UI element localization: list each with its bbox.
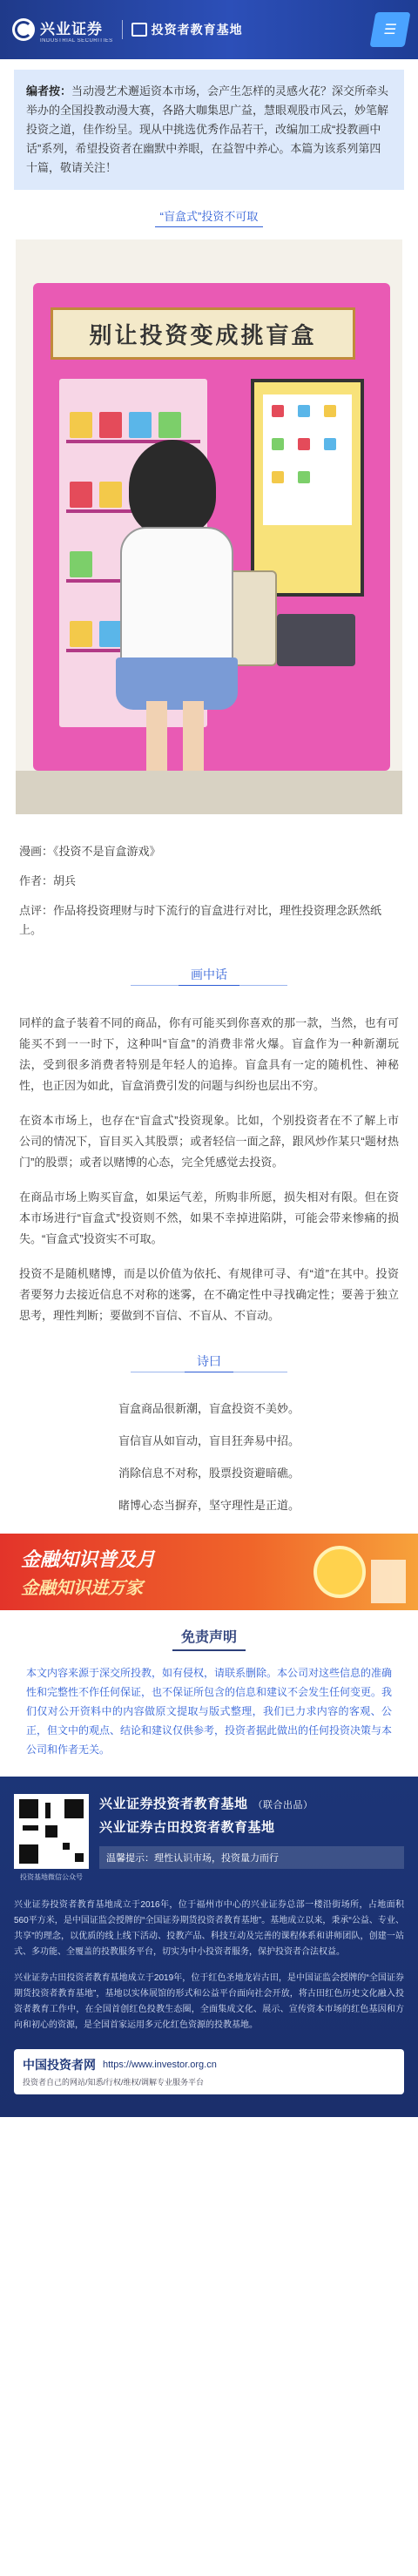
screen-item (298, 405, 310, 417)
qr-code-icon[interactable] (14, 1794, 89, 1869)
blind-box (70, 621, 92, 647)
header-divider (122, 20, 123, 39)
promo-text (21, 1545, 155, 1599)
site-url[interactable]: https://www.investor.org.cn (103, 2060, 217, 2070)
screen-item (298, 438, 310, 450)
editor-note (14, 70, 404, 190)
girl-hair (129, 440, 216, 536)
book-icon: ☰ (369, 12, 410, 47)
blind-box (129, 412, 152, 438)
qr-block (14, 1794, 89, 1882)
blind-box (70, 412, 92, 438)
footer-paragraph: 兴业证券投资者教育基地成立于2016年，位于福州市中心的兴业证券总部一楼沿街场所，占地面积560平方米，是中国证监会授牌的“全国证券期货投资者教育基地”。基地成立以来，秉承“公益、专业、共享”的理念，以优质的线上线下活动、投教产品、科技互动及完善的课程体系和讲师团队，创建一站式、多功能、全覆盖的投教服务平台，切实为中小投资者服务，保护投资者合法权益。 (14, 1900, 404, 1957)
coin-icon (314, 1546, 366, 1598)
base-name: 投资者教育基地 (151, 23, 243, 37)
promo-line: 金融知识普及月 (21, 1548, 156, 1570)
body-paragraph: 在商品市场上购买盲盒，如果运气差，所购非所愿，损失相对有限。但在资本市场进行“盲盒式”投资则不然，如果不幸掉进陷阱，可能会带来惨痛的损失。“盲盒式”投资实不可取。 (19, 1190, 399, 1245)
body-paragraph: 同样的盒子装着不同的商品，你有可能买到你喜欢的那一款，当然，也有可能买不到一一时下，这种叫“盲盒”的消费非常火爆。盲盒作为一种新潮玩法，受到很多消费者特别是年轻人的追捧。盲盒具有一定的随机性、神秘性，也正因为如此，盲盒消费引发的问题与纠纷也层出不穷。 (19, 1016, 399, 1092)
footer-title (99, 1794, 404, 1812)
blind-box (70, 551, 92, 577)
footer-title-note: （联合出品） (253, 1800, 314, 1811)
footer-top (14, 1794, 404, 1882)
footer-title-2: 兴业证券古田投资者教育基地 (99, 1820, 275, 1835)
building-icon (371, 1560, 406, 1603)
article-body (19, 1013, 399, 1326)
brand-logo (40, 17, 113, 44)
promo-banner[interactable] (0, 1534, 418, 1610)
girl-skirt (116, 657, 238, 710)
screen-item (272, 438, 284, 450)
brand-name: 兴业证券 (40, 20, 103, 37)
site-name: 中国投资者网 (23, 2058, 96, 2072)
blind-box (99, 621, 122, 647)
brand-sub: INDUSTRIAL SECURITIES (40, 37, 113, 44)
screen-item (324, 405, 336, 417)
footer-paragraph: 兴业证券古田投资者教育基地成立于2019年，位于红色圣地龙岩古田，是中国证监会授牌的“全国证券期货投资者教育基地”，基地以实体展馆的形式和公益平台面向社会开放，将古田红色历史文化融入投资者教育工作中，在全国首创红色投教生态圈，全面集成文化、展示、宣传资本市场的红色基因和方向和初心的资源，是全国首家运用多元化红色资源的投教基地。 (14, 1973, 404, 2030)
blind-box (99, 412, 122, 438)
disclaimer-title: 免责声明 (172, 1626, 246, 1651)
screen-item (272, 405, 284, 417)
promo-line: 金融知识进万家 (21, 1579, 143, 1598)
comic-illustration[interactable] (16, 239, 402, 814)
footer-card (0, 1777, 418, 2117)
footer-title-text: 兴业证券投资者教育基地 (99, 1797, 248, 1811)
screen-item (272, 471, 284, 483)
screen-panel (263, 394, 352, 525)
footer-titles (99, 1794, 404, 1869)
body-paragraph: 在资本市场上，也存在“盲盒式”投资现象。比如，个别投资者在不了解上市公司的情况下，盲目买入其股票；或者轻信一面之辞，跟风炒作某只“题材热门”的股票；或者以赌博的心态，完全凭感觉去投资。 (19, 1114, 399, 1169)
floor (16, 771, 402, 814)
editor-note-label: 编者按： (26, 84, 72, 98)
site-description: 投资者自己的网站/知悉/行权/维权/调解专业服务平台 (23, 2078, 205, 2087)
footer-slogan: 温馨提示：理性认识市场，投资量力而行 (99, 1846, 404, 1869)
investor-site-link[interactable] (14, 2049, 404, 2094)
poem-line: 盲信盲从如盲动，盲目狂奔易中招。 (118, 1434, 300, 1447)
education-base-icon (131, 23, 147, 37)
qr-caption: 投资基地微信公众号 (20, 1873, 83, 1881)
poem-line: 消除信息不对称，股票投资避暗礁。 (118, 1467, 300, 1480)
comic-title: 漫画：《投资不是盲盒游戏》 (19, 845, 161, 858)
payment-slot (277, 614, 355, 666)
header-banner (0, 0, 418, 59)
blind-box (70, 482, 92, 508)
screen-item (298, 471, 310, 483)
section-heading-commentary (0, 964, 418, 990)
body-paragraph: 投资不是随机赌博，而是以价值为依托、有规律可寻、有“道”在其中。投资者要努力去接近信息不对称的迷雾，在不确定性中寻找确定性；要善于独立思考，理性判断；要做到不盲信、不盲从、不盲动。 (19, 1267, 399, 1322)
blind-box (99, 482, 122, 508)
comic-author: 作者：胡兵 (19, 874, 77, 887)
machine-sign: 别让投资变成挑盲盒 (51, 307, 355, 360)
disclaimer-text: 本文内容来源于深交所投教，如有侵权，请联系删除。本公司对这些信息的准确性和完整性不作任何保证，也不保证所包含的信息和建议不会发生任何变更。我们仅对公开资料中的内容做原文提取与版式整理，我们已力求内容的客观、公正，但文中的观点、结论和建议仅供参考，投资者据此做出的任何投资决策与本公司和作者无关。 (26, 1667, 393, 1756)
site-row (23, 2056, 395, 2074)
caption-heading (0, 207, 418, 224)
poem-line: 盲盒商品很新潮，盲盒投资不美妙。 (118, 1402, 300, 1415)
brand-logo-icon (12, 18, 35, 41)
girl-body (120, 527, 233, 675)
comic-comment: 点评：作品将投资理财与时下流行的盲盒进行对比，理性投资理念跃然纸上。 (19, 904, 382, 936)
caption-heading-text: “盲盒式”投资不可取 (155, 210, 264, 227)
machine-screen (251, 379, 364, 597)
comic-meta (19, 842, 399, 940)
screen-item (324, 438, 336, 450)
disclaimer (0, 1626, 418, 1759)
poem (0, 1399, 418, 1513)
editor-note-text: 当动漫艺术邂逅资本市场，会产生怎样的灵感火花？深交所牵头举办的全国投教动漫大赛，各路大咖集思广益，慧眼观股市风云，妙笔解投资之道，佳作纷呈。现从中挑选优秀作品若干，改编加工成“投教画中话”系列，希望投资者在幽默中养眼，在益智中养心。本篇为该系列第四十篇，敬请关注！ (26, 84, 389, 174)
section-heading-text: 诗曰 (185, 1351, 233, 1372)
section-heading-text: 画中话 (179, 964, 239, 986)
blind-box (158, 412, 181, 438)
section-heading-poem (0, 1351, 418, 1377)
poem-line: 睹博心态当摒弃，坚守理性是正道。 (118, 1499, 300, 1512)
